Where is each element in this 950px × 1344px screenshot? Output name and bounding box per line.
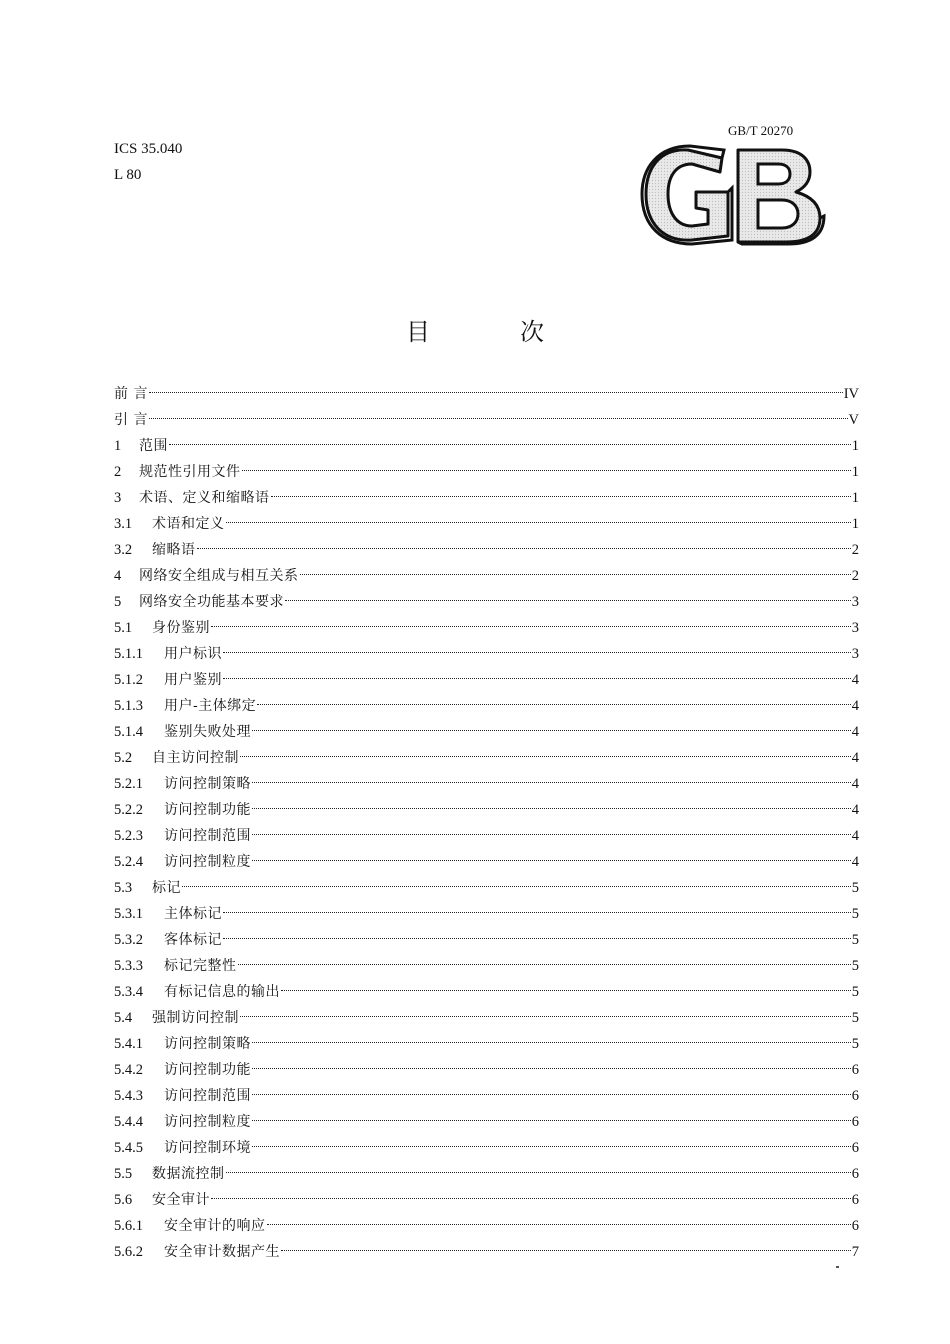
toc-section-number: 5.2.3 [114, 828, 143, 844]
toc-dot-leader [252, 1146, 851, 1147]
toc-section-title: 自主访问控制 [152, 750, 239, 766]
toc-dot-leader [252, 730, 851, 731]
toc-section-number: 5 [114, 594, 122, 610]
toc-entry[interactable] [114, 563, 859, 589]
toc-section-title: 安全审计数据产生 [164, 1244, 280, 1260]
toc-section-title: 标记完整性 [164, 958, 237, 974]
toc-section-number: 5.6.1 [114, 1218, 143, 1234]
toc-page-number: IV [843, 386, 859, 402]
toc-section-number: 5.1.1 [114, 646, 143, 662]
toc-dot-leader [238, 964, 851, 965]
toc-dot-leader [300, 574, 851, 575]
toc-page-number: 4 [851, 750, 859, 766]
toc-dot-leader [226, 1172, 851, 1173]
toc-section-number: 5.1 [114, 620, 133, 636]
toc-section-number: 1 [114, 438, 122, 454]
toc-section-title: 访问控制策略 [164, 776, 251, 792]
toc-section-title: 有标记信息的输出 [164, 984, 280, 1000]
toc-dot-leader [226, 522, 851, 523]
toc-dot-leader [267, 1224, 851, 1225]
toc-entry[interactable] [114, 1239, 859, 1265]
toc-dot-leader [281, 1250, 851, 1251]
standard-number-fragment: GB/T 20270 [728, 123, 794, 138]
toc-page-number: 4 [851, 854, 859, 870]
toc-section-title: 范围 [139, 438, 168, 454]
toc-dot-leader [252, 1042, 851, 1043]
toc-page-number: 6 [851, 1114, 859, 1130]
toc-section-title: 标记 [152, 880, 181, 896]
toc-section-number: 3.2 [114, 542, 133, 558]
toc-page-number: 3 [851, 620, 859, 636]
toc-page-number: 6 [851, 1166, 859, 1182]
gb-logo [642, 146, 824, 244]
toc-section-title: 访问控制环境 [164, 1140, 251, 1156]
toc-section-title: 规范性引用文件 [139, 464, 241, 480]
toc-page-number: 6 [851, 1062, 859, 1078]
toc-page-number: 6 [851, 1218, 859, 1234]
toc-page-number: 3 [851, 594, 859, 610]
toc-entry[interactable] [114, 1187, 859, 1213]
toc-entry[interactable] [114, 459, 859, 485]
toc-entry[interactable] [114, 1135, 859, 1161]
toc-section-number: 5.5 [114, 1166, 133, 1182]
toc-page-number: 1 [851, 438, 859, 454]
toc-entry[interactable] [114, 1005, 859, 1031]
toc-section-number: 5.2.4 [114, 854, 143, 870]
toc-entry[interactable] [114, 1161, 859, 1187]
toc-dot-leader [223, 678, 851, 679]
toc-dot-leader [211, 626, 851, 627]
toc-dot-leader [252, 860, 851, 861]
toc-section-title: 用户-主体绑定 [164, 698, 257, 714]
toc-page-number: 5 [851, 984, 859, 1000]
toc-page-number: 6 [851, 1192, 859, 1208]
page-corner-mark [836, 1266, 839, 1268]
toc-dot-leader [252, 834, 851, 835]
toc-entry[interactable] [114, 589, 859, 615]
toc-entry[interactable] [114, 953, 859, 979]
toc-dot-leader [252, 1068, 851, 1069]
toc-section-title: 前 言 [114, 386, 148, 402]
toc-page-number: 1 [851, 490, 859, 506]
toc-page-number: 2 [851, 568, 859, 584]
toc-entry[interactable] [114, 537, 859, 563]
toc-section-number: 5.6.2 [114, 1244, 143, 1260]
toc-page-number: 5 [851, 880, 859, 896]
toc-dot-leader [223, 652, 851, 653]
toc-page-number: 5 [851, 958, 859, 974]
toc-page-number: 5 [851, 906, 859, 922]
toc-page-number: 4 [851, 698, 859, 714]
toc-dot-leader [149, 418, 848, 419]
toc-section-number: 4 [114, 568, 122, 584]
toc-section-title: 缩略语 [152, 542, 196, 558]
toc-dot-leader [285, 600, 851, 601]
toc-dot-leader [252, 1094, 851, 1095]
toc-dot-leader [169, 444, 851, 445]
toc-dot-leader [252, 808, 851, 809]
toc-entry[interactable] [114, 745, 859, 771]
toc-entry[interactable] [114, 667, 859, 693]
toc-entry[interactable] [114, 1109, 859, 1135]
toc-section-title: 客体标记 [164, 932, 222, 948]
toc-entry[interactable] [114, 849, 859, 875]
toc-section-title: 数据流控制 [152, 1166, 225, 1182]
toc-section-title: 鉴别失败处理 [164, 724, 251, 740]
toc-entry[interactable] [114, 1213, 859, 1239]
toc-section-number: 5.3.1 [114, 906, 143, 922]
toc-entry[interactable] [114, 927, 859, 953]
toc-section-number: 2 [114, 464, 122, 480]
toc-section-title: 身份鉴别 [152, 620, 210, 636]
toc-dot-leader [240, 756, 851, 757]
toc-section-number: 5.3.2 [114, 932, 143, 948]
toc-page-number: 2 [851, 542, 859, 558]
toc-entry[interactable] [114, 979, 859, 1005]
toc-entry[interactable] [114, 407, 859, 433]
toc-section-title: 用户鉴别 [164, 672, 222, 688]
toc-page-number: V [848, 412, 859, 428]
toc-entry[interactable] [114, 433, 859, 459]
toc-dot-leader [252, 1120, 851, 1121]
toc-entry[interactable] [114, 823, 859, 849]
toc-page-number: 4 [851, 672, 859, 688]
toc-section-number: 5.4.3 [114, 1088, 143, 1104]
toc-entry[interactable] [114, 485, 859, 511]
toc-section-number: 5.3.4 [114, 984, 143, 1000]
toc-entry[interactable] [114, 901, 859, 927]
toc-section-number: 5.1.2 [114, 672, 143, 688]
toc-section-title: 访问控制功能 [164, 802, 251, 818]
toc-entry[interactable] [114, 1083, 859, 1109]
toc-section-number: 5.3.3 [114, 958, 143, 974]
toc-dot-leader [223, 938, 851, 939]
toc-entry[interactable] [114, 693, 859, 719]
toc-section-title: 访问控制粒度 [164, 854, 251, 870]
toc-section-number: 3.1 [114, 516, 133, 532]
toc-section-number: 5.4.1 [114, 1036, 143, 1052]
toc-section-title: 用户标识 [164, 646, 222, 662]
toc-page-number: 1 [851, 464, 859, 480]
toc-dot-leader [211, 1198, 851, 1199]
toc-dot-leader [252, 782, 851, 783]
toc-entry[interactable] [114, 615, 859, 641]
toc-entry[interactable] [114, 1057, 859, 1083]
toc-section-title: 安全审计 [152, 1192, 210, 1208]
toc-section-title: 访问控制范围 [164, 1088, 251, 1104]
toc-dot-leader [271, 496, 851, 497]
toc-section-number: 5.2.1 [114, 776, 143, 792]
toc-section-number: 5.4.4 [114, 1114, 143, 1130]
toc-dot-leader [257, 704, 851, 705]
toc-section-number: 5.2 [114, 750, 133, 766]
toc-page-number: 4 [851, 724, 859, 740]
toc-page-number: 6 [851, 1140, 859, 1156]
toc-section-number: 3 [114, 490, 122, 506]
toc-section-title: 术语和定义 [152, 516, 225, 532]
toc-page-number: 4 [851, 802, 859, 818]
toc-section-title: 访问控制范围 [164, 828, 251, 844]
toc-entry[interactable] [114, 641, 859, 667]
ics-code: ICS 35.040 [114, 141, 183, 157]
toc-entry[interactable] [114, 797, 859, 823]
toc-section-title: 访问控制策略 [164, 1036, 251, 1052]
toc-page-number: 4 [851, 776, 859, 792]
toc-section-number: 5.6 [114, 1192, 133, 1208]
toc-section-number: 5.4 [114, 1010, 133, 1026]
toc-section-title: 安全审计的响应 [164, 1218, 266, 1234]
toc-section-title: 访问控制粒度 [164, 1114, 251, 1130]
toc-page-number: 5 [851, 932, 859, 948]
toc-page-number: 3 [851, 646, 859, 662]
table-of-contents [114, 381, 859, 1265]
toc-dot-leader [182, 886, 851, 887]
toc-entry[interactable] [114, 771, 859, 797]
toc-page-number: 4 [851, 828, 859, 844]
toc-dot-leader [281, 990, 851, 991]
toc-entry[interactable] [114, 511, 859, 537]
toc-entry[interactable] [114, 875, 859, 901]
toc-section-title: 网络安全功能基本要求 [139, 594, 284, 610]
page-title: 目次 [406, 318, 634, 346]
toc-dot-leader [197, 548, 851, 549]
toc-section-title: 术语、定义和缩略语 [139, 490, 270, 506]
toc-section-number: 5.1.4 [114, 724, 143, 740]
toc-section-number: 5.3 [114, 880, 133, 896]
toc-dot-leader [242, 470, 851, 471]
toc-section-number: 5.1.3 [114, 698, 143, 714]
classification-code: L 80 [114, 167, 142, 183]
toc-dot-leader [240, 1016, 851, 1017]
toc-entry[interactable] [114, 719, 859, 745]
toc-section-number: 5.4.2 [114, 1062, 143, 1078]
toc-section-title: 主体标记 [164, 906, 222, 922]
toc-section-title: 网络安全组成与相互关系 [139, 568, 299, 584]
toc-page-number: 7 [851, 1244, 859, 1260]
toc-entry[interactable] [114, 381, 859, 407]
toc-page-number: 6 [851, 1088, 859, 1104]
toc-dot-leader [223, 912, 851, 913]
toc-entry[interactable] [114, 1031, 859, 1057]
toc-section-title: 引 言 [114, 412, 148, 428]
toc-page-number: 5 [851, 1036, 859, 1052]
toc-page-number: 1 [851, 516, 859, 532]
toc-page-number: 5 [851, 1010, 859, 1026]
toc-dot-leader [149, 392, 843, 393]
toc-section-number: 5.2.2 [114, 802, 143, 818]
toc-section-title: 强制访问控制 [152, 1010, 239, 1026]
toc-section-title: 访问控制功能 [164, 1062, 251, 1078]
toc-section-number: 5.4.5 [114, 1140, 143, 1156]
